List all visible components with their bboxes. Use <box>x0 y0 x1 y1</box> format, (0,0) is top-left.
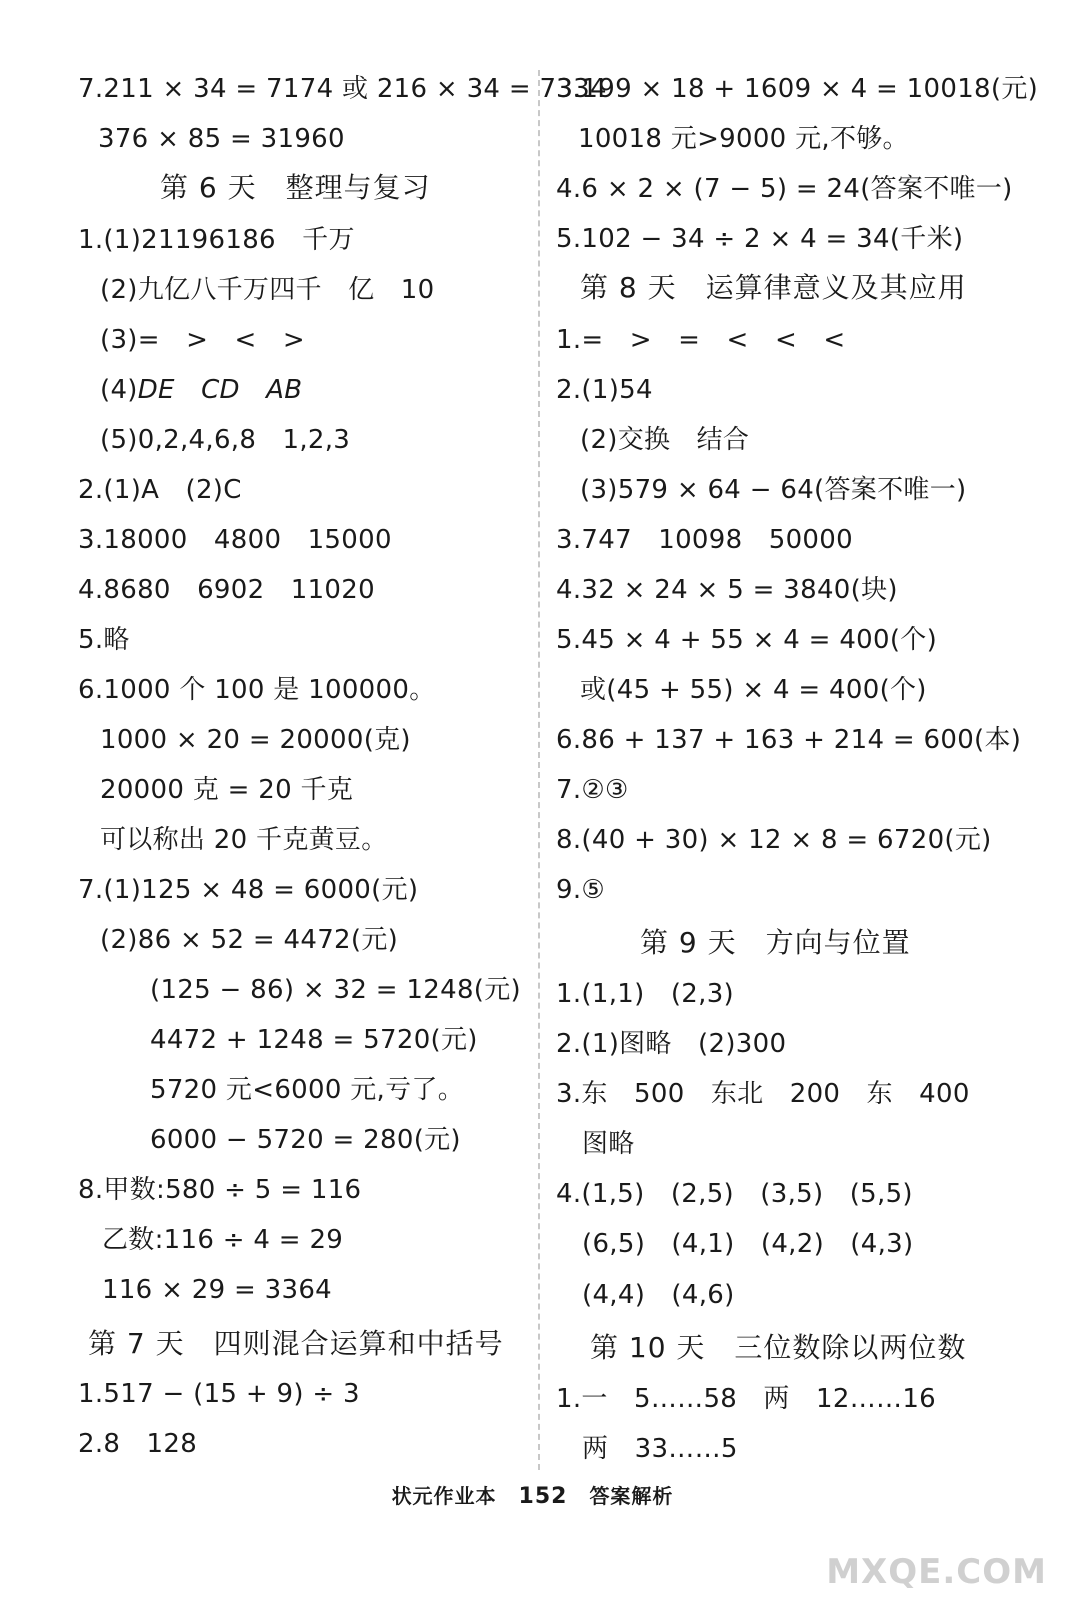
answer-line: 3.199 × 18 + 1609 × 4 = 10018(元) <box>556 74 1039 104</box>
answer-line <box>100 373 302 407</box>
answer-line: 8.甲数:580 ÷ 5 = 116 <box>78 1175 362 1205</box>
answer-line: 1.= > = < < < <box>556 325 846 355</box>
answer-line: 7.②③ <box>556 775 629 805</box>
answer-line: 3.18000 4800 15000 <box>78 525 392 555</box>
answer-line: 图略 <box>582 1129 635 1159</box>
answer-line: 1.517 − (15 + 9) ÷ 3 <box>78 1379 360 1409</box>
answer-line: 6.1000 个 100 是 100000。 <box>78 675 436 705</box>
answer-line: 2.(1)A (2)C <box>78 475 242 505</box>
answer-line: 2.8 128 <box>78 1429 198 1459</box>
answer-line: 1.一 5……58 两 12……16 <box>556 1384 937 1414</box>
answer-line: 3.747 10098 50000 <box>556 525 853 555</box>
footer-book-title: 状元作业本 <box>391 1484 497 1508</box>
answer-line: (6,5) (4,1) (4,2) (4,3) <box>582 1229 914 1259</box>
answer-line: 9.⑤ <box>556 875 606 905</box>
answer-line: (3)= > < > <box>100 325 305 355</box>
column-divider <box>538 70 540 1470</box>
answer-line: 8.(40 + 30) × 12 × 8 = 6720(元) <box>556 825 992 855</box>
answer-line: 6000 − 5720 = 280(元) <box>150 1125 461 1155</box>
section-title-day7: 第 7 天 四则混合运算和中括号 <box>88 1327 504 1360</box>
answer-line: (4,4) (4,6) <box>582 1280 735 1310</box>
watermark-logo: MXQE.COM <box>826 1552 1047 1592</box>
answer-line: 可以称出 20 千克黄豆。 <box>100 825 388 855</box>
answer-line: 两 33……5 <box>582 1434 738 1464</box>
page-number: 152 <box>518 1484 568 1509</box>
answer-line: 4.32 × 24 × 5 = 3840(块) <box>556 575 898 605</box>
section-title-day6: 第 6 天 整理与复习 <box>160 171 431 204</box>
answer-line: (3)579 × 64 − 64(答案不唯一) <box>580 475 967 505</box>
answer-line: 2.(1)图略 (2)300 <box>556 1029 787 1059</box>
answer-line: 3.东 500 东北 200 东 400 <box>556 1079 970 1109</box>
answer-line: (2)交换 结合 <box>580 425 750 455</box>
answer-line: (2)86 × 52 = 4472(元) <box>100 925 399 955</box>
section-title-day8: 第 8 天 运算律意义及其应用 <box>580 271 967 304</box>
segment-labels: DE CD AB <box>137 375 303 405</box>
answer-line: 4.6 × 2 × (7 − 5) = 24(答案不唯一) <box>556 174 1013 204</box>
answer-line: (2)九亿八千万四千 亿 10 <box>100 275 435 305</box>
answer-line: 376 × 85 = 31960 <box>98 124 345 154</box>
answer-line: 116 × 29 = 3364 <box>102 1275 333 1305</box>
answer-line: 2.(1)54 <box>556 375 653 405</box>
answer-line: 1.(1)21196186 千万 <box>78 225 355 255</box>
answer-line: (5)0,2,4,6,8 1,2,3 <box>100 425 351 455</box>
section-title-day10: 第 10 天 三位数除以两位数 <box>590 1331 967 1364</box>
answer-line: 5720 元<6000 元,亏了。 <box>150 1075 465 1105</box>
footer-section-title: 答案解析 <box>589 1484 674 1508</box>
answer-line: 7.211 × 34 = 7174 或 216 × 34 = 7334 <box>78 74 607 104</box>
answer-line: 4472 + 1248 = 5720(元) <box>150 1025 478 1055</box>
answer-line: 6.86 + 137 + 163 + 214 = 600(本) <box>556 725 1022 755</box>
answer-line: 20000 克 = 20 千克 <box>100 775 354 805</box>
answer-line: 10018 元>9000 元,不够。 <box>578 124 909 154</box>
answer-line: 1000 × 20 = 20000(克) <box>100 725 411 755</box>
answer-line: 1.(1,1) (2,3) <box>556 979 734 1009</box>
answer-line: 乙数:116 ÷ 4 = 29 <box>102 1225 344 1255</box>
answer-prefix: (4) <box>100 375 138 405</box>
answer-line: 5.102 − 34 ÷ 2 × 4 = 34(千米) <box>556 224 964 254</box>
answer-line: (125 − 86) × 32 = 1248(元) <box>150 975 521 1005</box>
page-footer <box>0 1480 1065 1509</box>
section-title-day9: 第 9 天 方向与位置 <box>640 926 911 959</box>
answer-line: 7.(1)125 × 48 = 6000(元) <box>78 875 419 905</box>
answer-line: 4.(1,5) (2,5) (3,5) (5,5) <box>556 1179 913 1209</box>
answer-line: 4.8680 6902 11020 <box>78 575 375 605</box>
answer-line: 或(45 + 55) × 4 = 400(个) <box>580 675 927 705</box>
answer-line: 5.45 × 4 + 55 × 4 = 400(个) <box>556 625 938 655</box>
answer-line: 5.略 <box>78 625 130 655</box>
